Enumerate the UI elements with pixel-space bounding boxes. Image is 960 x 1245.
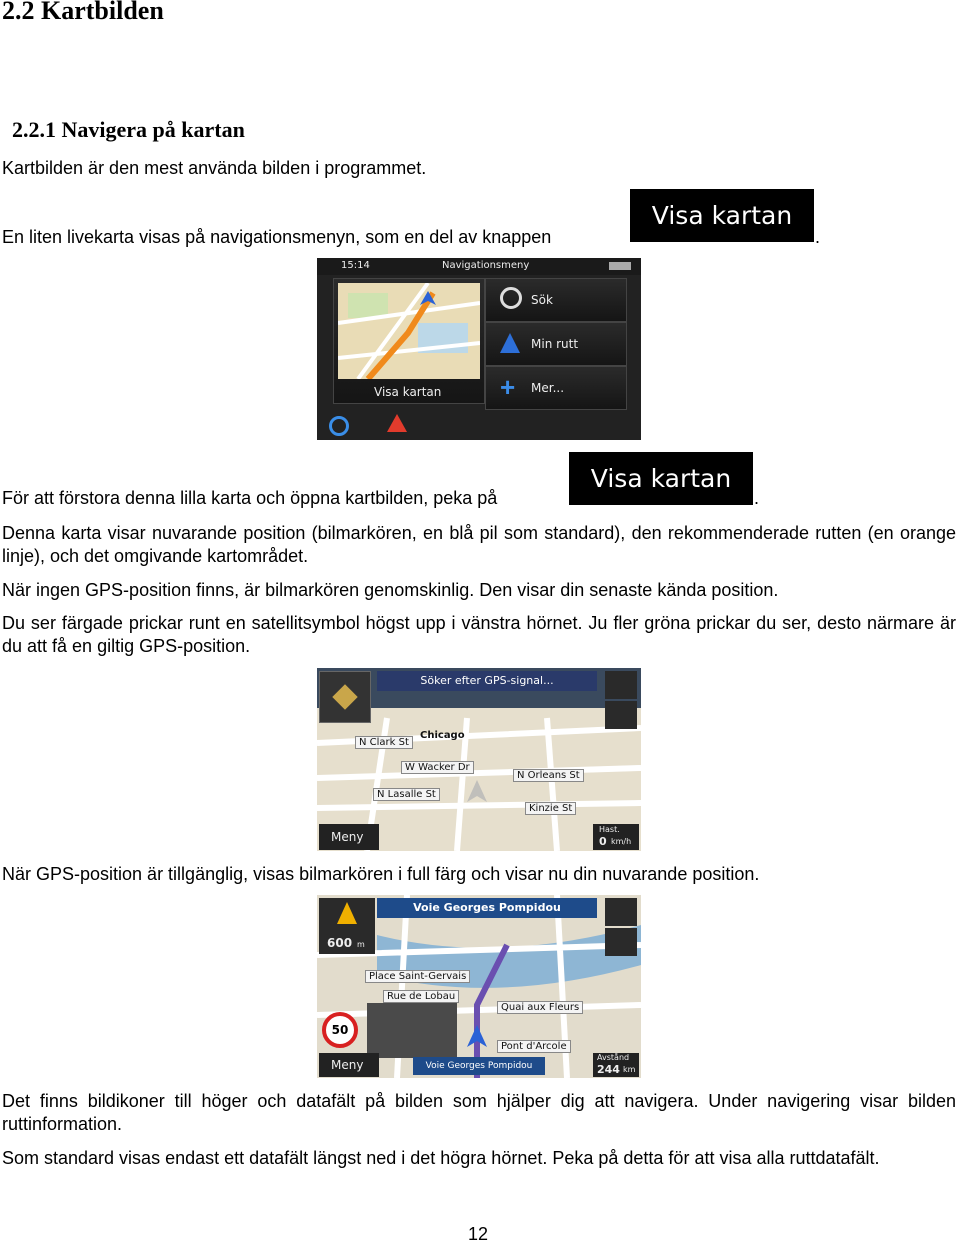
street-label: N Clark St xyxy=(355,736,413,749)
map-tile-label: Visa kartan xyxy=(374,385,442,399)
speed-field[interactable] xyxy=(593,824,639,850)
menu-button[interactable] xyxy=(319,1053,379,1077)
warning-icon[interactable] xyxy=(387,414,407,432)
street-label: N Lasalle St xyxy=(373,788,440,801)
street-label: Place Saint-Gervais xyxy=(365,970,470,983)
current-street-bar: Voie Georges Pompidou xyxy=(413,1057,545,1075)
distance-unit: km xyxy=(623,1065,636,1074)
menu-sok-label: Sök xyxy=(531,293,553,307)
menu-mer[interactable] xyxy=(485,366,627,410)
paragraph-1: Kartbilden är den mest använda bilden i programmet. xyxy=(2,158,427,178)
speed-limit-sign: 50 xyxy=(322,1012,358,1048)
street-label: Pont d'Arcole xyxy=(497,1040,571,1053)
clock: 15:14 xyxy=(341,260,370,271)
distance-value: 244 xyxy=(597,1063,620,1076)
turn-panel[interactable] xyxy=(319,898,375,954)
turn-distance: 600 xyxy=(327,936,353,950)
sound-icon[interactable] xyxy=(605,701,637,729)
paragraph-6: Du ser färgade prickar runt en satellitsymbol högst upp i vänstra hörnet. Ju fler gröna prickar du ser, desto närmare är du att få en giltig GPS-position. xyxy=(2,613,956,656)
paragraph-5: När ingen GPS-position finns, är bilmarkören genomskinlig. Den visar din senaste kända position. xyxy=(2,580,779,600)
paragraph-2: En liten livekarta visas på navigationsmenyn, som en del av knappen xyxy=(2,227,552,247)
turn-arrow-icon xyxy=(337,902,357,924)
period-1: . xyxy=(815,227,821,247)
paragraph-9: Som standard visas endast ett datafält längst ned i det högra hörnet. Peka på detta för att visa alla ruttdatafält. xyxy=(2,1148,880,1168)
live-map-tile[interactable] xyxy=(333,278,485,404)
distance-label: Avstånd xyxy=(597,1053,630,1062)
warning-icon[interactable] xyxy=(605,928,637,956)
search-icon xyxy=(500,287,522,309)
view-mode-icon[interactable] xyxy=(605,671,637,699)
menu-min-rutt-label: Min rutt xyxy=(531,337,579,351)
menu-min-rutt[interactable] xyxy=(485,322,627,366)
street-label: Rue de Lobau xyxy=(383,990,459,1003)
satellite-icon[interactable] xyxy=(319,671,371,723)
speed-unit: km/h xyxy=(611,837,632,846)
turn-distance-unit: m xyxy=(357,940,365,949)
paragraph-7: När GPS-position är tillgänglig, visas bilmarkören i full färg och visar nu din nuvarande position. xyxy=(2,864,760,884)
status-icons xyxy=(609,262,631,270)
menu-sok[interactable] xyxy=(485,278,627,322)
plus-icon: + xyxy=(500,372,516,402)
gps-search-screenshot xyxy=(317,668,641,851)
paragraph-3: För att förstora denna lilla karta och öppna kartbilden, peka på xyxy=(2,488,498,508)
menu-mer-label: Mer... xyxy=(531,381,565,395)
screen-title: Navigationsmeny xyxy=(442,260,530,271)
subsection-title: 2.2.1 Navigera på kartan xyxy=(12,117,245,142)
power-icon[interactable] xyxy=(329,416,349,436)
period-2: . xyxy=(754,488,760,508)
street-label: W Wacker Dr xyxy=(401,761,474,774)
section-title: 2.2 Kartbilden xyxy=(2,0,164,25)
satellite-body xyxy=(332,684,357,709)
navigation-menu-screenshot xyxy=(317,258,641,440)
speed-value: 0 xyxy=(599,835,607,848)
menu-button-label: Meny xyxy=(331,1058,364,1072)
menu-button[interactable] xyxy=(319,824,379,850)
street-label: Quai aux Fleurs xyxy=(497,1001,583,1014)
city-label: Chicago xyxy=(420,730,465,741)
route-icon xyxy=(500,333,520,353)
menu-button-label: Meny xyxy=(331,830,364,844)
status-bar xyxy=(317,258,641,275)
speed-label: Hast. xyxy=(599,825,620,834)
page-number: 12 xyxy=(468,1224,489,1244)
gps-banner: Söker efter GPS-signal... xyxy=(377,671,597,691)
navigation-screenshot xyxy=(317,895,641,1078)
paragraph-4: Denna karta visar nuvarande position (bilmarkören, en blå pil som standard), den rekommenderade rutten (en orange linje), och det omgivande kartområdet. xyxy=(2,523,956,566)
mini-map xyxy=(338,283,480,379)
street-label: Kinzie St xyxy=(525,802,576,815)
visa-kartan-button[interactable]: Visa kartan xyxy=(630,189,814,242)
paragraph-8: Det finns bildikoner till höger och datafält på bilden som hjälper dig att navigera. Under navigering visar bilden ruttinformation. xyxy=(2,1091,956,1134)
street-banner: Voie Georges Pompidou xyxy=(377,898,597,918)
visa-kartan-button-2[interactable]: Visa kartan xyxy=(569,452,753,505)
view-mode-icon[interactable] xyxy=(605,898,637,926)
street-label: N Orleans St xyxy=(513,769,584,782)
distance-field[interactable] xyxy=(593,1053,639,1077)
